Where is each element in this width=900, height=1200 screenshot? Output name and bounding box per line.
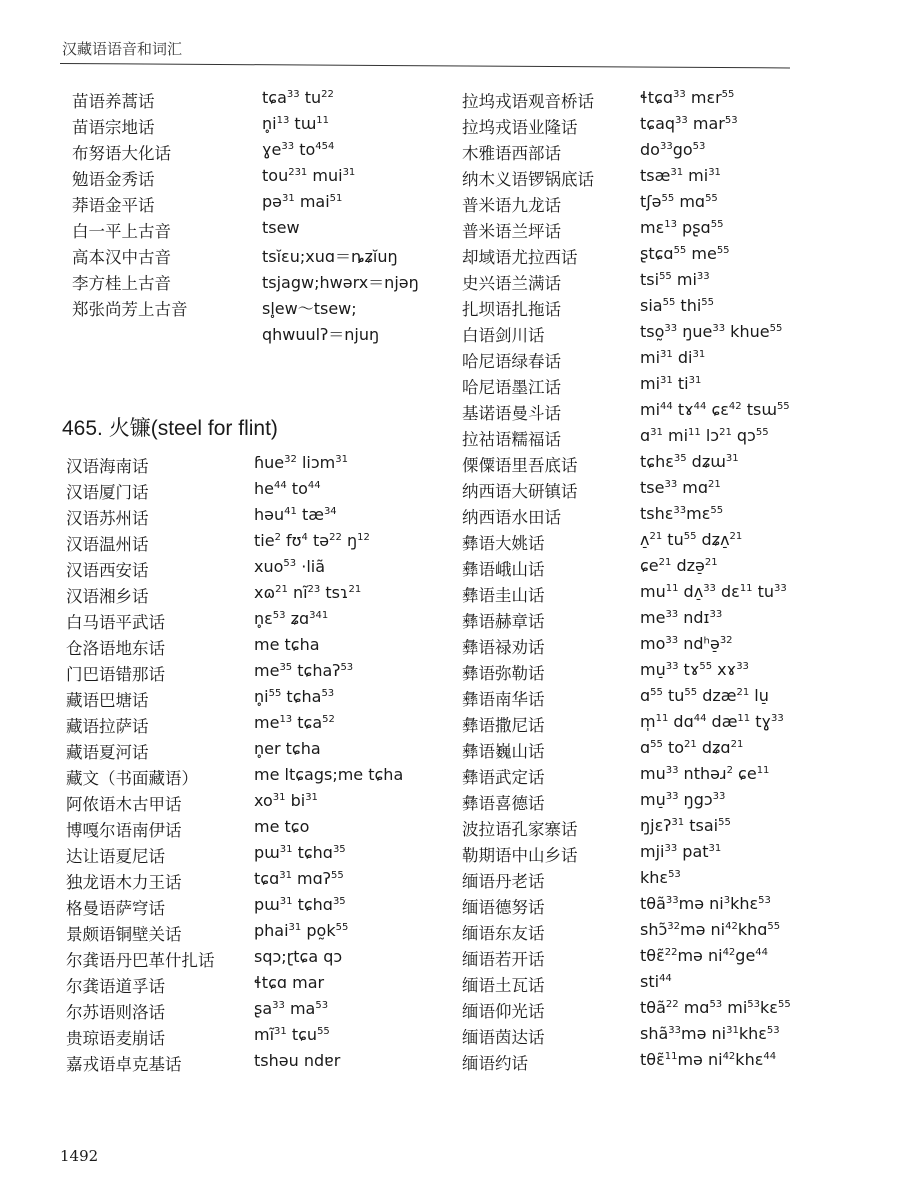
phonetic-form: tsæ$^{31}$ $mi^{31}$	[640, 166, 721, 185]
entry-row	[462, 530, 842, 556]
entry-row	[462, 348, 842, 374]
phonetic-form: mɛ$^{13}$ pʂɑ$^{55}$	[640, 218, 724, 237]
phonetic-form: tɕa$^{33}$ $tu^{22}$	[262, 88, 334, 107]
entry-row	[66, 1025, 416, 1051]
language-name: 缅语丹老话	[462, 872, 545, 891]
phonetic-form: n̥er tɕha	[254, 739, 321, 758]
entry-row	[462, 1050, 842, 1076]
entry-row	[462, 270, 842, 296]
entry-row	[66, 557, 416, 583]
phonetic-form: mu̠$^{33}$ ŋgɔ$^{33}$	[640, 790, 726, 809]
language-name: 彝语赫章话	[462, 612, 545, 631]
section-number: 465.	[62, 417, 103, 440]
language-name: 缅语东友话	[462, 924, 545, 943]
phonetic-form: xuo$^{53}$ ·liã	[254, 557, 326, 576]
language-name: 高本汉中古音	[72, 248, 171, 267]
language-name: 彝语大姚话	[462, 534, 545, 553]
language-name: 缅语德努话	[462, 898, 545, 917]
language-name: 苗语宗地话	[72, 118, 155, 137]
entry-row	[462, 634, 842, 660]
language-name: 木雅语西部话	[462, 144, 561, 163]
phonetic-form: tsi$^{55}$ $mi^{33}$	[640, 270, 710, 289]
phonetic-form: ʌ̠$^{21}$ $tu^{55}$ dʑʌ̠$^{21}$	[640, 530, 743, 549]
entry-row	[462, 504, 842, 530]
entry-row	[462, 712, 842, 738]
language-name: 汉语海南话	[66, 457, 149, 476]
language-name: 史兴语兰满话	[462, 274, 561, 293]
entry-row	[462, 452, 842, 478]
language-name: 尔苏语则洛话	[66, 1003, 165, 1022]
phonetic-form: $n̥i^{13}$ tɯ$^{11}$	[262, 114, 330, 133]
phonetic-form: n̥ɛ$^{53}$ ʑɑ$^{341}$	[254, 609, 329, 628]
language-name: 尔龚语道孚话	[66, 977, 165, 996]
phonetic-form: sti$^{44}$	[640, 972, 672, 991]
entry-row	[462, 374, 842, 400]
language-name: 莽语金平话	[72, 196, 155, 215]
entries-left-top	[72, 88, 419, 348]
phonetic-form: shɔ̃$^{32}$mə $ni^{42}khɑ^{55}$	[640, 920, 781, 939]
language-name: 拉祜语糯福话	[462, 430, 561, 449]
entry-row	[72, 322, 412, 348]
phonetic-form: $mĩ^{31}$ tɕu$^{55}$	[254, 1025, 330, 1044]
entry-row	[66, 583, 416, 609]
language-name: 纳西语水田话	[462, 508, 561, 527]
entry-row	[462, 140, 842, 166]
phonetic-form: $me^{35}$ tɕhaʔ$^{53}$	[254, 661, 354, 680]
phonetic-form: ŋjɛʔ$^{31}$ tsai$^{55}$	[640, 816, 731, 835]
header-rule	[60, 63, 790, 68]
phonetic-form: mji$^{33}$ pat$^{31}$	[640, 842, 722, 861]
language-name: 拉坞戎语业隆话	[462, 118, 578, 137]
language-name: 格曼语萨穹话	[66, 899, 165, 918]
phonetic-form: $mi^{31}$ $di^{31}$	[640, 348, 706, 367]
entry-row	[462, 556, 842, 582]
phonetic-form: tɕaq$^{33}$ mar$^{53}$	[640, 114, 738, 133]
language-name: 普米语九龙话	[462, 196, 561, 215]
entry-row	[66, 817, 416, 843]
phonetic-form: ɑ$^{55}$ $to^{21}$ dʑɑ$^{21}$	[640, 738, 744, 757]
language-name: 傈僳语里吾底话	[462, 456, 578, 475]
entry-row	[66, 791, 416, 817]
entry-row	[72, 88, 412, 114]
phonetic-form: tshəu ndɐr	[254, 1051, 341, 1070]
phonetic-form: həu$^{41}$ $tæ^{34}$	[254, 505, 337, 524]
entry-row	[462, 842, 842, 868]
phonetic-form: tɕhɛ$^{35}$ dʑɯ$^{31}$	[640, 452, 739, 471]
entry-row	[66, 869, 416, 895]
entry-row	[72, 244, 412, 270]
entry-row	[462, 426, 842, 452]
language-name: 嘉戎语卓克基话	[66, 1055, 182, 1074]
running-head: 汉藏语语音和词汇	[62, 40, 183, 58]
phonetic-form: me tɕo	[254, 817, 310, 836]
phonetic-form: ɑ$^{31}$ $mi^{11}$ lɔ$^{21}$ qɔ$^{55}$	[640, 426, 769, 445]
phonetic-form: $mu^{11}$ dʌ̠$^{33}$ dɛ$^{11}$ $tu^{33}$	[640, 582, 787, 601]
language-name: 阿侬语木古甲话	[66, 795, 182, 814]
language-name: 藏文（书面藏语）	[66, 769, 198, 788]
entry-row	[66, 713, 416, 739]
phonetic-form: pɯ$^{31}$ tɕhɑ$^{35}$	[254, 843, 346, 862]
entry-row	[72, 140, 412, 166]
entry-row	[462, 166, 842, 192]
language-name: 哈尼语墨江话	[462, 378, 561, 397]
language-name: 基诺语曼斗话	[462, 404, 561, 423]
language-name: 李方桂上古音	[72, 274, 171, 293]
entry-row	[462, 920, 842, 946]
language-name: 扎坝语扎拖话	[462, 300, 561, 319]
language-name: 纳木义语锣锅底话	[462, 170, 594, 189]
language-name: 藏语巴塘话	[66, 691, 149, 710]
entry-row	[462, 478, 842, 504]
entry-row	[66, 453, 416, 479]
entry-row	[462, 738, 842, 764]
phonetic-form: shã$^{33}$mə $ni^{31}khɛ^{53}$	[640, 1024, 780, 1043]
entry-row	[462, 296, 842, 322]
phonetic-form: ʂtɕɑ$^{55}$ $me^{55}$	[640, 244, 730, 263]
entry-row	[462, 88, 842, 114]
phonetic-form: tie$^2$ fʊ$^4$ tə$^{22}$ $ŋ^{12}$	[254, 531, 370, 550]
entry-row	[462, 764, 842, 790]
entry-row	[462, 608, 842, 634]
entry-row	[66, 947, 416, 973]
entry-row	[66, 895, 416, 921]
phonetic-form: ɬtɕɑ$^{33}$ mɛr$^{55}$	[640, 88, 735, 107]
language-name: 汉语湘乡话	[66, 587, 149, 606]
entry-row	[72, 218, 412, 244]
language-name: 仓洛语地东话	[66, 639, 165, 658]
language-name: 贵琼语麦崩话	[66, 1029, 165, 1048]
phonetic-form: me tɕha	[254, 635, 320, 654]
entry-row	[66, 973, 416, 999]
phonetic-form: $mi^{44}$ tɤ$^{44}$ ɕɛ$^{42}$ tsɯ$^{55}$	[640, 400, 790, 419]
language-name: 彝语喜德话	[462, 794, 545, 813]
phonetic-form: sia$^{55}$ thi$^{55}$	[640, 296, 715, 315]
language-name: 缅语约话	[462, 1054, 528, 1073]
phonetic-form: ɣe$^{33}$ $to^{454}$	[262, 140, 335, 159]
phonetic-form: tθɛ̃$^{11}$mə $ni^{42}khɛ^{44}$	[640, 1050, 777, 1069]
entry-row	[72, 296, 412, 322]
entry-row	[462, 244, 842, 270]
phonetic-form: tsew	[262, 218, 300, 237]
entry-row	[462, 998, 842, 1024]
entry-row	[462, 322, 842, 348]
phonetic-form: tʃə$^{55}$ mɑ$^{55}$	[640, 192, 718, 211]
language-name: 彝语禄劝话	[462, 638, 545, 657]
phonetic-form: me ltɕags;me tɕha	[254, 765, 404, 784]
entry-row	[66, 843, 416, 869]
language-name: 达让语夏尼话	[66, 847, 165, 866]
phonetic-form: tsĭɛu;xuɑ＝ȵʑĭuŋ	[262, 247, 398, 266]
phonetic-form: $xo^{31}$ $bi^{31}$	[254, 791, 318, 810]
language-name: 布努语大化话	[72, 144, 171, 163]
entry-row	[66, 921, 416, 947]
phonetic-form: $mu^{33}$ nthəɹ$^2$ ɕe$^{11}$	[640, 764, 770, 783]
language-name: 缅语若开话	[462, 950, 545, 969]
section-title-en: (steel for flint)	[150, 417, 278, 440]
phonetic-form: $me^{33}$ ndɪ$^{33}$	[640, 608, 723, 627]
entry-row	[66, 505, 416, 531]
phonetic-form: pə$^{31}$ mai$^{51}$	[262, 192, 343, 211]
phonetic-form: $he^{44}$ $to^{44}$	[254, 479, 321, 498]
page-number: 1492	[60, 1147, 99, 1165]
entry-row	[66, 531, 416, 557]
entry-row	[66, 609, 416, 635]
entry-row	[66, 687, 416, 713]
language-name: 彝语武定话	[462, 768, 545, 787]
phonetic-form: tɕɑ$^{31}$ mɑʔ$^{55}$	[254, 869, 344, 888]
phonetic-form: qhwuulʔ＝njuŋ	[262, 325, 380, 344]
language-name: 拉坞戎语观音桥话	[462, 92, 594, 111]
phonetic-form: tsjagw;hwərx＝njəŋ	[262, 273, 419, 292]
phonetic-form: tse$^{33}$ mɑ$^{21}$	[640, 478, 721, 497]
language-name: 独龙语木力王话	[66, 873, 182, 892]
phonetic-form: sqɔ;ɽtɕa qɔ	[254, 947, 343, 966]
phonetic-form: ɕe$^{21}$ dzə̠$^{21}$	[640, 556, 718, 575]
language-name: 汉语温州话	[66, 535, 149, 554]
language-name: 白马语平武话	[66, 613, 165, 632]
language-name: 彝语南华话	[462, 690, 545, 709]
language-name: 汉语苏州话	[66, 509, 149, 528]
phonetic-form: tshɛ$^{33}$mɛ$^{55}$	[640, 504, 724, 523]
section-title-zh: 火镰	[108, 416, 151, 440]
language-name: 哈尼语绿春话	[462, 352, 561, 371]
entry-row	[72, 166, 412, 192]
entry-row	[462, 582, 842, 608]
language-name: 波拉语孔家寨话	[462, 820, 578, 839]
entry-row	[66, 661, 416, 687]
language-name: 尔龚语丹巴革什扎话	[66, 951, 215, 970]
phonetic-form: ʂa$^{33}$ $ma^{53}$	[254, 999, 329, 1018]
phonetic-form: tθɛ̃$^{22}$mə $ni^{42}ge^{44}$	[640, 946, 769, 965]
section-heading	[62, 412, 278, 442]
phonetic-form: sl̥ew～tsew;	[262, 299, 357, 318]
language-name: 门巴语错那话	[66, 665, 165, 684]
language-name: 纳西语大研镇话	[462, 482, 578, 501]
entry-row	[462, 1024, 842, 1050]
phonetic-form: tθã$^{22}$ mɑ$^{53}$ $mi^{53}kɛ^{55}$	[640, 998, 791, 1017]
entry-row	[462, 894, 842, 920]
language-name: 白语剑川话	[462, 326, 545, 345]
entry-row	[462, 868, 842, 894]
phonetic-form: ɦue$^{32}$ liɔm$^{31}$	[254, 453, 348, 472]
language-name: 景颇语铜壁关话	[66, 925, 182, 944]
language-name: 勉语金秀话	[72, 170, 155, 189]
entry-row	[462, 400, 842, 426]
entry-row	[462, 218, 842, 244]
entry-row	[462, 114, 842, 140]
phonetic-form: ɑ$^{55}$ $tu^{55}$ dzæ$^{21}$ lu̠	[640, 686, 769, 705]
entries-left-bottom	[66, 453, 416, 1077]
language-name: 缅语仰光话	[462, 1002, 545, 1021]
phonetic-form: m̩$^{11}$ dɑ$^{44}$ $dæ^{11}$ tɣ$^{33}$	[640, 712, 784, 731]
entry-row	[66, 999, 416, 1025]
language-name: 藏语夏河话	[66, 743, 149, 762]
phonetic-form: khɛ$^{53}$	[640, 868, 681, 887]
language-name: 彝语圭山话	[462, 586, 545, 605]
entry-row	[72, 270, 419, 296]
language-name: 藏语拉萨话	[66, 717, 149, 736]
entry-row	[462, 686, 842, 712]
language-name: 缅语茵达话	[462, 1028, 545, 1047]
phonetic-form: $me^{13}$ tɕa$^{52}$	[254, 713, 335, 732]
language-name: 汉语厦门话	[66, 483, 149, 502]
entry-row	[462, 946, 842, 972]
phonetic-form: mu̠$^{33}$ tɤ$^{55}$ xɤ$^{33}$	[640, 660, 749, 679]
language-name: 彝语弥勒话	[462, 664, 545, 683]
entry-row	[66, 479, 416, 505]
entry-row	[66, 1051, 416, 1077]
entry-row	[72, 192, 412, 218]
phonetic-form: $mo^{33}$ ndʰə̠$^{32}$	[640, 634, 733, 653]
language-name: 却域语尤拉西话	[462, 248, 578, 267]
phonetic-form: $n̥i^{55}$ tɕha$^{53}$	[254, 687, 335, 706]
phonetic-form: phai$^{31}$ $po̰k^{55}$	[254, 921, 349, 940]
phonetic-form: $do^{33}go^{53}$	[640, 140, 706, 159]
entry-row	[462, 816, 842, 842]
entries-right	[462, 88, 842, 1076]
entry-row	[462, 192, 842, 218]
entry-row	[72, 114, 412, 140]
entry-row	[462, 790, 842, 816]
phonetic-form: ɬtɕɑ mar	[254, 973, 325, 992]
phonetic-form: tou$^{231}$ mui$^{31}$	[262, 166, 356, 185]
entry-row	[462, 660, 842, 686]
language-name: 白一平上古音	[72, 222, 171, 241]
entry-row	[66, 765, 416, 791]
phonetic-form: xɷ$^{21}$ $nĩ^{23}$ tsɿ$^{21}$	[254, 583, 362, 602]
phonetic-form: pɯ$^{31}$ tɕhɑ$^{35}$	[254, 895, 346, 914]
phonetic-form: tso̰$^{33}$ ŋue$^{33}$ khue$^{55}$	[640, 322, 783, 341]
entry-row	[66, 635, 416, 661]
language-name: 彝语峨山话	[462, 560, 545, 579]
language-name: 勒期语中山乡话	[462, 846, 578, 865]
phonetic-form: tθã$^{33}$mə $ni^3khɛ^{53}$	[640, 894, 771, 913]
language-name: 博嘎尔语南伊话	[66, 821, 182, 840]
language-name: 普米语兰坪话	[462, 222, 561, 241]
language-name: 苗语养蒿话	[72, 92, 155, 111]
language-name: 缅语土瓦话	[462, 976, 545, 995]
entry-row	[66, 739, 416, 765]
language-name: 彝语撒尼话	[462, 716, 545, 735]
entry-row	[462, 972, 842, 998]
language-name: 郑张尚芳上古音	[72, 300, 188, 319]
language-name: 汉语西安话	[66, 561, 149, 580]
phonetic-form: $mi^{31}$ $ti^{31}$	[640, 374, 702, 393]
language-name: 彝语巍山话	[462, 742, 545, 761]
